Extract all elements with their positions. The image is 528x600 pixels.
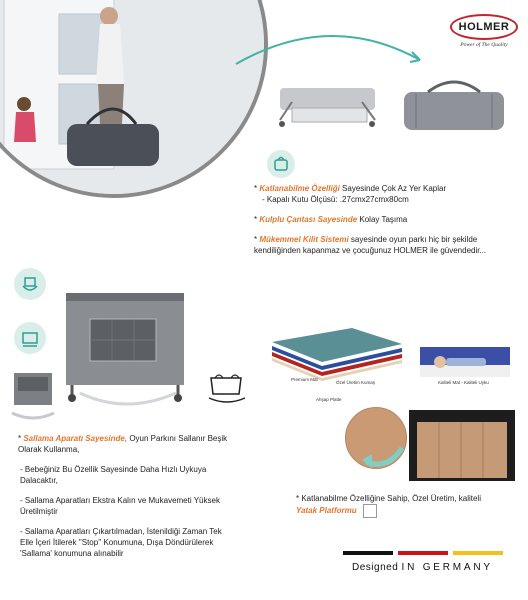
carry-bag-image (398, 78, 510, 134)
fold-line-4: * Mükemmel Kilit Sistemi sayesinde oyun parkı hiç bir şekilde kendiliğinden kapanmaz ve çocuğunuz HOLMER ile güvendedir... (254, 235, 487, 255)
flag-bar-black (343, 551, 393, 555)
curved-arrow-icon (230, 20, 430, 70)
fold-rest-1: Sayesinde Çok Az Yer Kaplar (339, 184, 447, 193)
platform-highlight: Yatak Platformu (296, 506, 357, 516)
label-quality: Kaliteli Mat - Kaliteli Uyku (438, 380, 489, 385)
fold-line-2: - Kapalı Kutu Ölçüsü: .27cmx27cmx80cm (262, 195, 409, 204)
label-premium: Premium Mat (291, 377, 318, 382)
fold-highlight-1: Katlanabilme Özelliği (259, 184, 340, 193)
rocking-line-4: - Sallama Aparatları Çıkartılmadan, İstenildiği Zaman Tek Elle İçeri İtilerek ''Stop'' Konumuna, Dışa Döndürülerek 'Sallama' konumuna alınabilir (20, 527, 222, 558)
platform-feature-text (296, 493, 516, 518)
brand-tagline: Power of The Quality (460, 42, 508, 48)
platform-line-1: * Katlanabilme Özelliğine Sahip, Özel Üretim, kaliteli (296, 494, 481, 503)
bag-icon (267, 150, 295, 178)
platform-box-image (407, 408, 517, 483)
rocking-photo (8, 365, 58, 425)
fold-feature-text (254, 183, 504, 256)
designed-in-germany (352, 562, 493, 573)
teal-arrow-icon (358, 442, 408, 472)
playard-image (58, 285, 198, 415)
designed-label: Designed (352, 562, 399, 573)
playard-icon (14, 322, 46, 354)
rocking-line-1: * Sallama Aparatı Sayesinde, Oyun Parkını Sallanır Beşik Olarak Kullanma, (18, 434, 228, 454)
flag-bar-gold (453, 551, 503, 555)
rocking-rest-1: Oyun Parkını Sallanır Beşik Olarak Kullanma, (18, 434, 228, 454)
label-special: Özel Üretim Kumaş (336, 380, 376, 385)
rocking-line-3: - Sallama Aparatları Ekstra Kalın ve Mukavemeti Yüksek Üretilmiştir (20, 496, 220, 516)
recycle-icon (363, 504, 377, 518)
fold-line-1: * Katlanabilme Özelliği Sayesinde Çok Az Yer Kaplar (254, 184, 447, 193)
rocking-line-2: - Bebeğiniz Bu Özellik Sayesinde Daha Hızlı Uykuya Dalacaktır, (20, 465, 207, 485)
hero-photo-circle (0, 0, 268, 198)
fold-highlight-3: Kulplu Çantası Sayesinde (259, 215, 358, 224)
rocking-cradle-icon (14, 268, 46, 300)
flag-bar-red (398, 551, 448, 555)
rocking-feature-text (18, 433, 233, 559)
rocking-highlight-1: Sallama Aparatı Sayesinde, (23, 434, 128, 443)
label-platform: Ahşap Platte (316, 397, 342, 402)
folded-playard-image (272, 80, 382, 132)
sleeping-baby-image (420, 347, 510, 377)
country-label: IN GERMANY (401, 562, 493, 573)
fold-highlight-4: Mükemmel Kilit Sistemi (259, 235, 349, 244)
fold-line-3: * Kulplu Çantası Sayesinde Kolay Taşıma (254, 215, 408, 224)
brand-logo (448, 14, 520, 48)
cradle-icon (205, 368, 249, 404)
brand-logo-text: HOLMER (450, 14, 518, 40)
hero-photo-illustration (0, 0, 264, 194)
fold-rest-4: sayesinde oyun parkı hiç bir şekilde kendiliğinden kapanmaz ve çocuğunuz HOLMER ile güvendedir... (254, 235, 487, 255)
fold-rest-3: Kolay Taşıma (357, 215, 408, 224)
